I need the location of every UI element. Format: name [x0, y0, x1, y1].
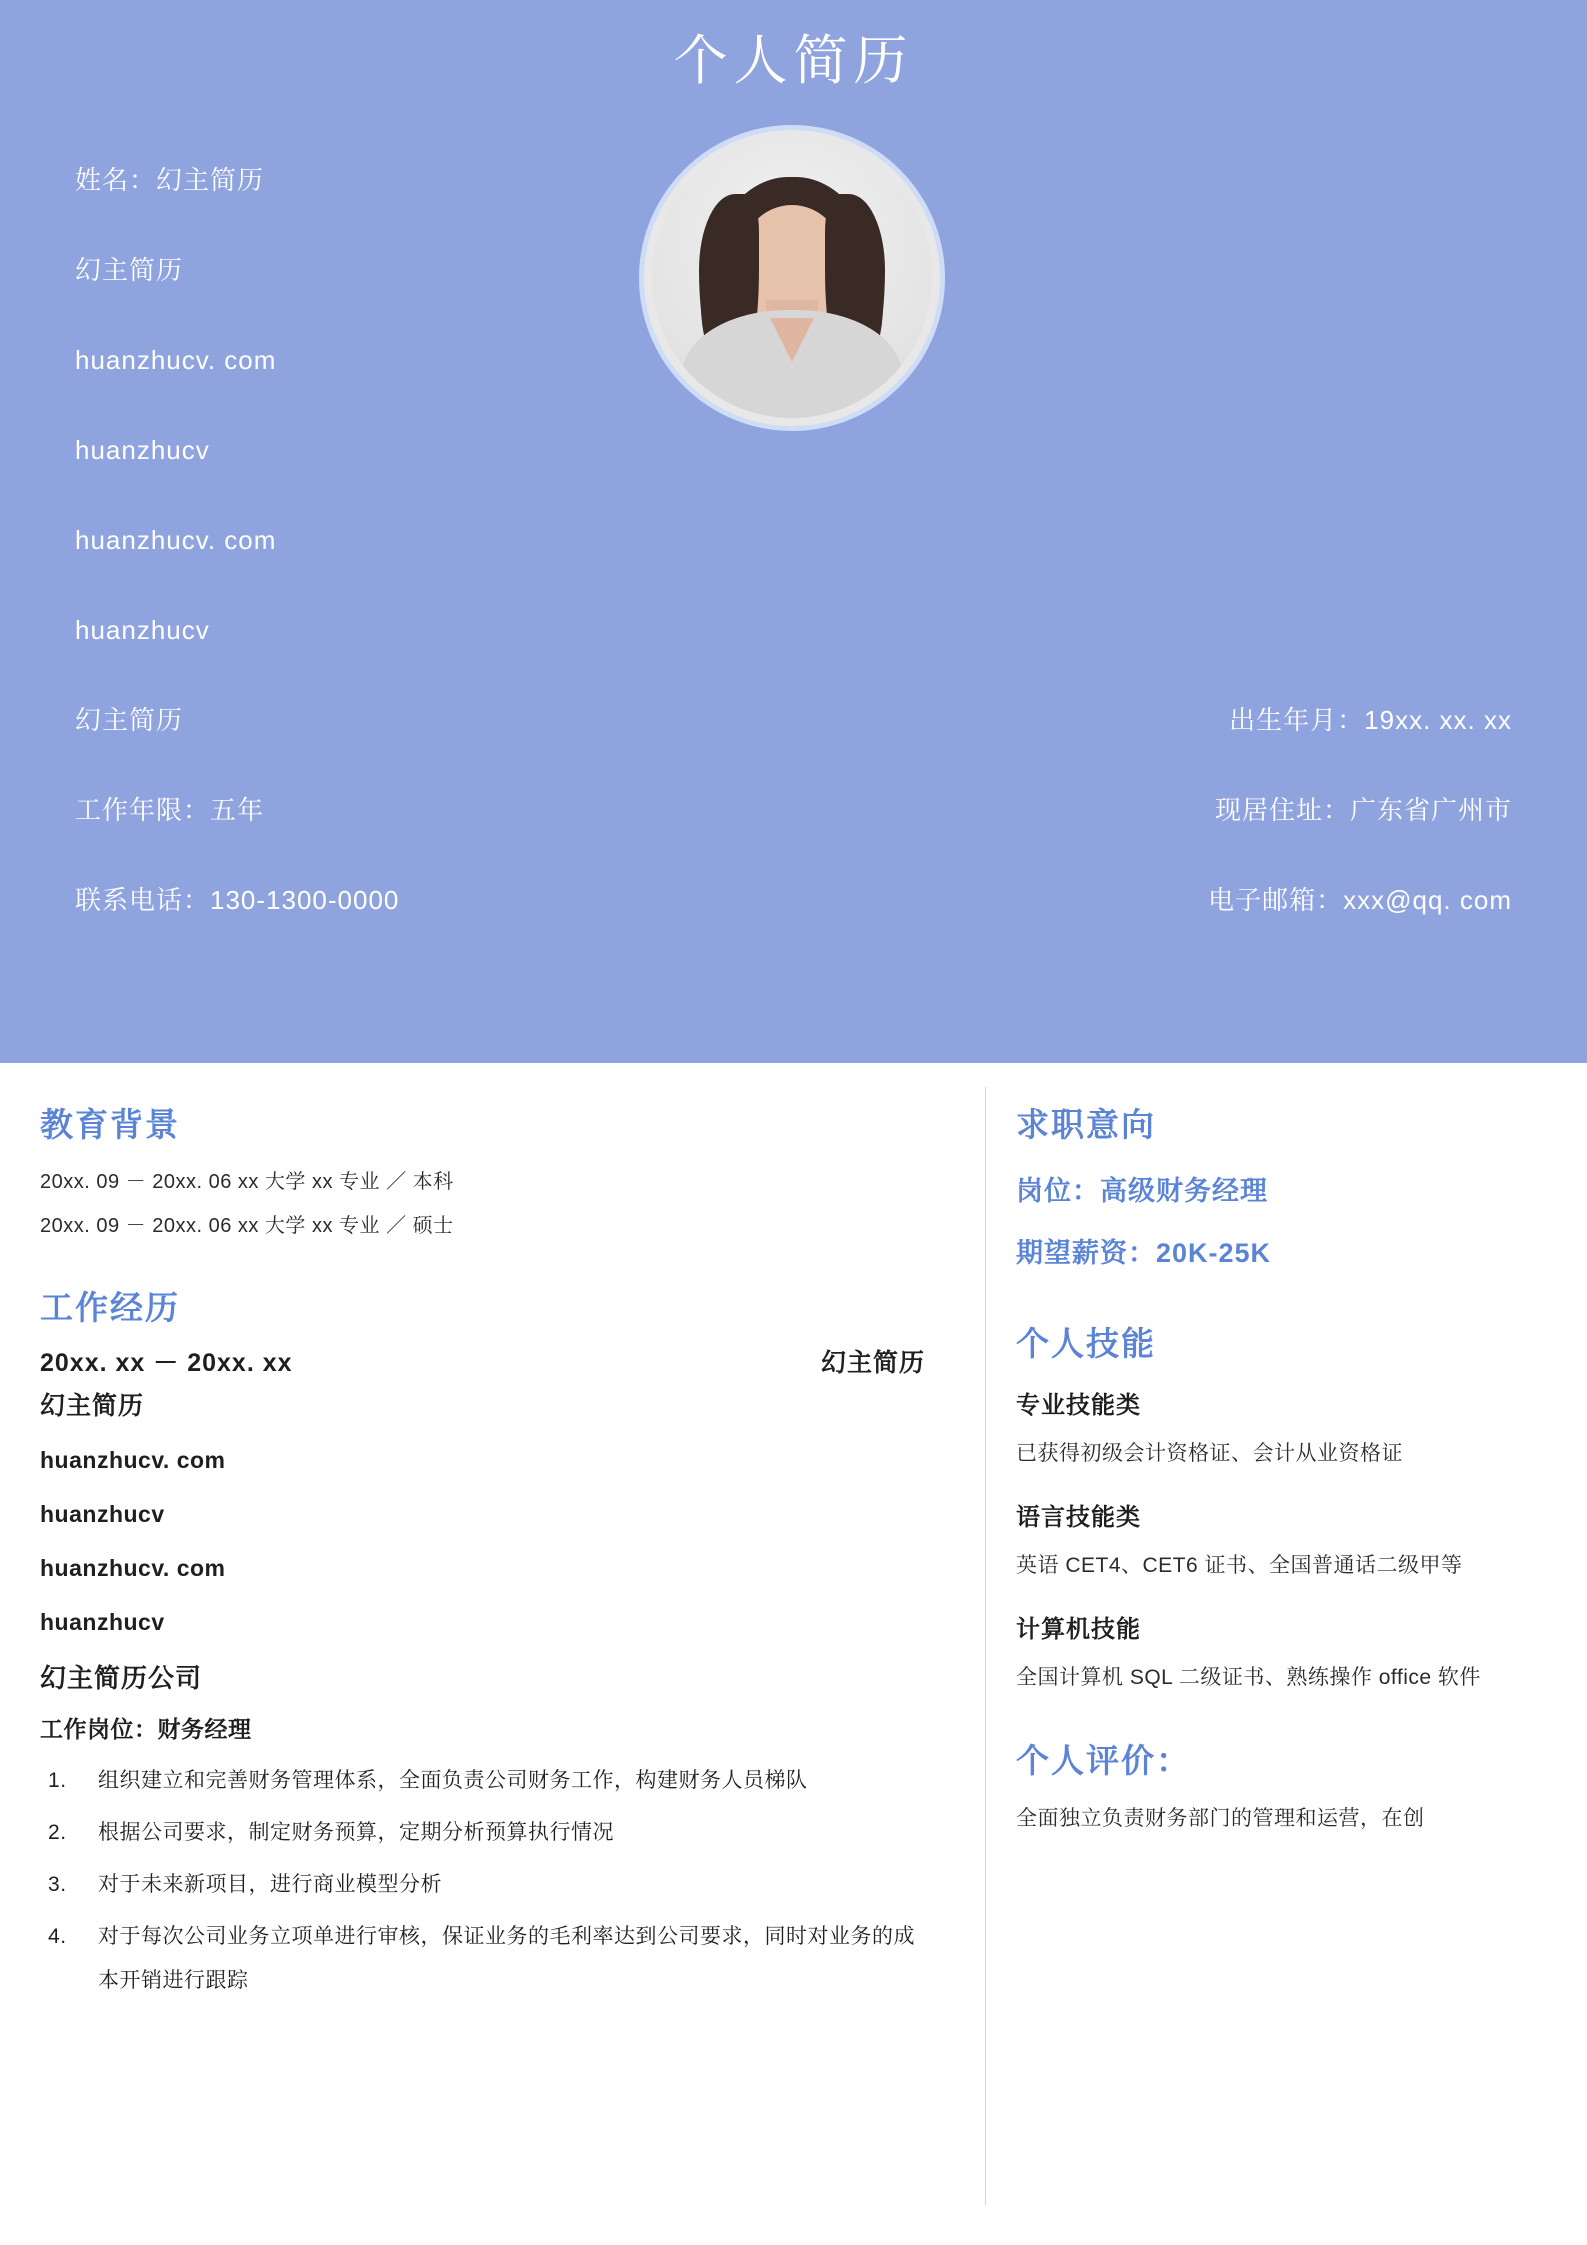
info-line-4: huanzhucv — [75, 435, 210, 465]
skill-group-body: 全国计算机 SQL 二级证书、熟练操作 office 软件 — [1016, 1666, 1481, 1689]
experience-company: 幻主简历公司 — [40, 1663, 203, 1693]
header-personal-info — [75, 135, 595, 945]
section-title-experience: 工作经历 — [40, 1289, 180, 1326]
education-item: 20xx. 09 － 20xx. 06 xx 大学 xx 专业 ／ 本科 — [40, 1171, 454, 1193]
duty-item: 对于每次公司业务立项单进行审核，保证业务的毛利率达到公司要求，同时对业务的成本开销进行跟踪 — [98, 1925, 915, 1992]
experience-duties-list — [40, 1759, 925, 2003]
avatar-ring — [639, 125, 945, 431]
experience-contact: huanzhucv — [40, 1501, 165, 1527]
experience-date-range: 20xx. xx － 20xx. xx — [40, 1349, 293, 1377]
left-column — [0, 1063, 985, 2245]
header-contact-info — [812, 675, 1512, 945]
avatar-image — [652, 138, 932, 418]
experience-contact: huanzhucv — [40, 1609, 165, 1635]
skill-group-head: 计算机技能 — [1016, 1616, 1141, 1643]
section-title-skills: 个人技能 — [1016, 1325, 1156, 1362]
info-line-5: huanzhucv. com — [75, 525, 277, 555]
duty-item: 组织建立和完善财务管理体系，全面负责公司财务工作，构建财务人员梯队 — [98, 1769, 808, 1792]
section-title-education: 教育背景 — [40, 1106, 180, 1143]
section-title-evaluation: 个人评价： — [1016, 1742, 1191, 1779]
info-line-3: huanzhucv. com — [75, 345, 277, 375]
resume-header — [0, 0, 1587, 1063]
skill-group-body: 已获得初级会计资格证、会计从业资格证 — [1016, 1442, 1403, 1465]
education-item: 20xx. 09 － 20xx. 06 xx 大学 xx 专业 ／ 硕士 — [40, 1215, 454, 1237]
experience-contact: huanzhucv. com — [40, 1447, 226, 1473]
skill-group-head: 语言技能类 — [1016, 1504, 1141, 1531]
right-column — [986, 1063, 1587, 2245]
experience-post: 工作岗位：财务经理 — [40, 1716, 252, 1742]
section-title-intention: 求职意向 — [1016, 1106, 1156, 1143]
info-line-6: huanzhucv — [75, 615, 210, 645]
intention-salary: 期望薪资：20K-25K — [1016, 1238, 1272, 1268]
experience-header-row — [40, 1343, 925, 1379]
experience-org: 幻主简历 — [820, 1349, 925, 1377]
page-title: 个人简历 — [673, 31, 914, 91]
intention-position: 岗位：高级财务经理 — [1016, 1176, 1268, 1206]
info-birth: 出生年月：19xx. xx. xx — [1229, 705, 1512, 735]
evaluation-body: 全面独立负责财务部门的管理和运营，在创 — [1016, 1807, 1425, 1830]
info-phone: 联系电话：130-1300-0000 — [75, 885, 400, 915]
info-line-2: 幻主简历 — [75, 255, 184, 285]
skill-group-body: 英语 CET4、CET6 证书、全国普通话二级甲等 — [1016, 1554, 1463, 1577]
duty-item: 根据公司要求，制定财务预算，定期分析预算执行情况 — [98, 1821, 614, 1844]
info-line-7: 幻主简历 — [75, 705, 184, 735]
experience-contact: huanzhucv. com — [40, 1555, 226, 1581]
info-name: 姓名：幻主简历 — [75, 165, 265, 195]
resume-body — [0, 1063, 1587, 2245]
info-address: 现居住址：广东省广州市 — [1214, 795, 1512, 825]
info-work-years: 工作年限：五年 — [75, 795, 265, 825]
duty-item: 对于未来新项目，进行商业模型分析 — [98, 1873, 442, 1896]
skill-group-head: 专业技能类 — [1016, 1392, 1141, 1419]
avatar — [639, 125, 945, 431]
info-email: 电子邮箱：xxx@qq. com — [1208, 885, 1512, 915]
experience-subname: 幻主简历 — [40, 1392, 145, 1420]
